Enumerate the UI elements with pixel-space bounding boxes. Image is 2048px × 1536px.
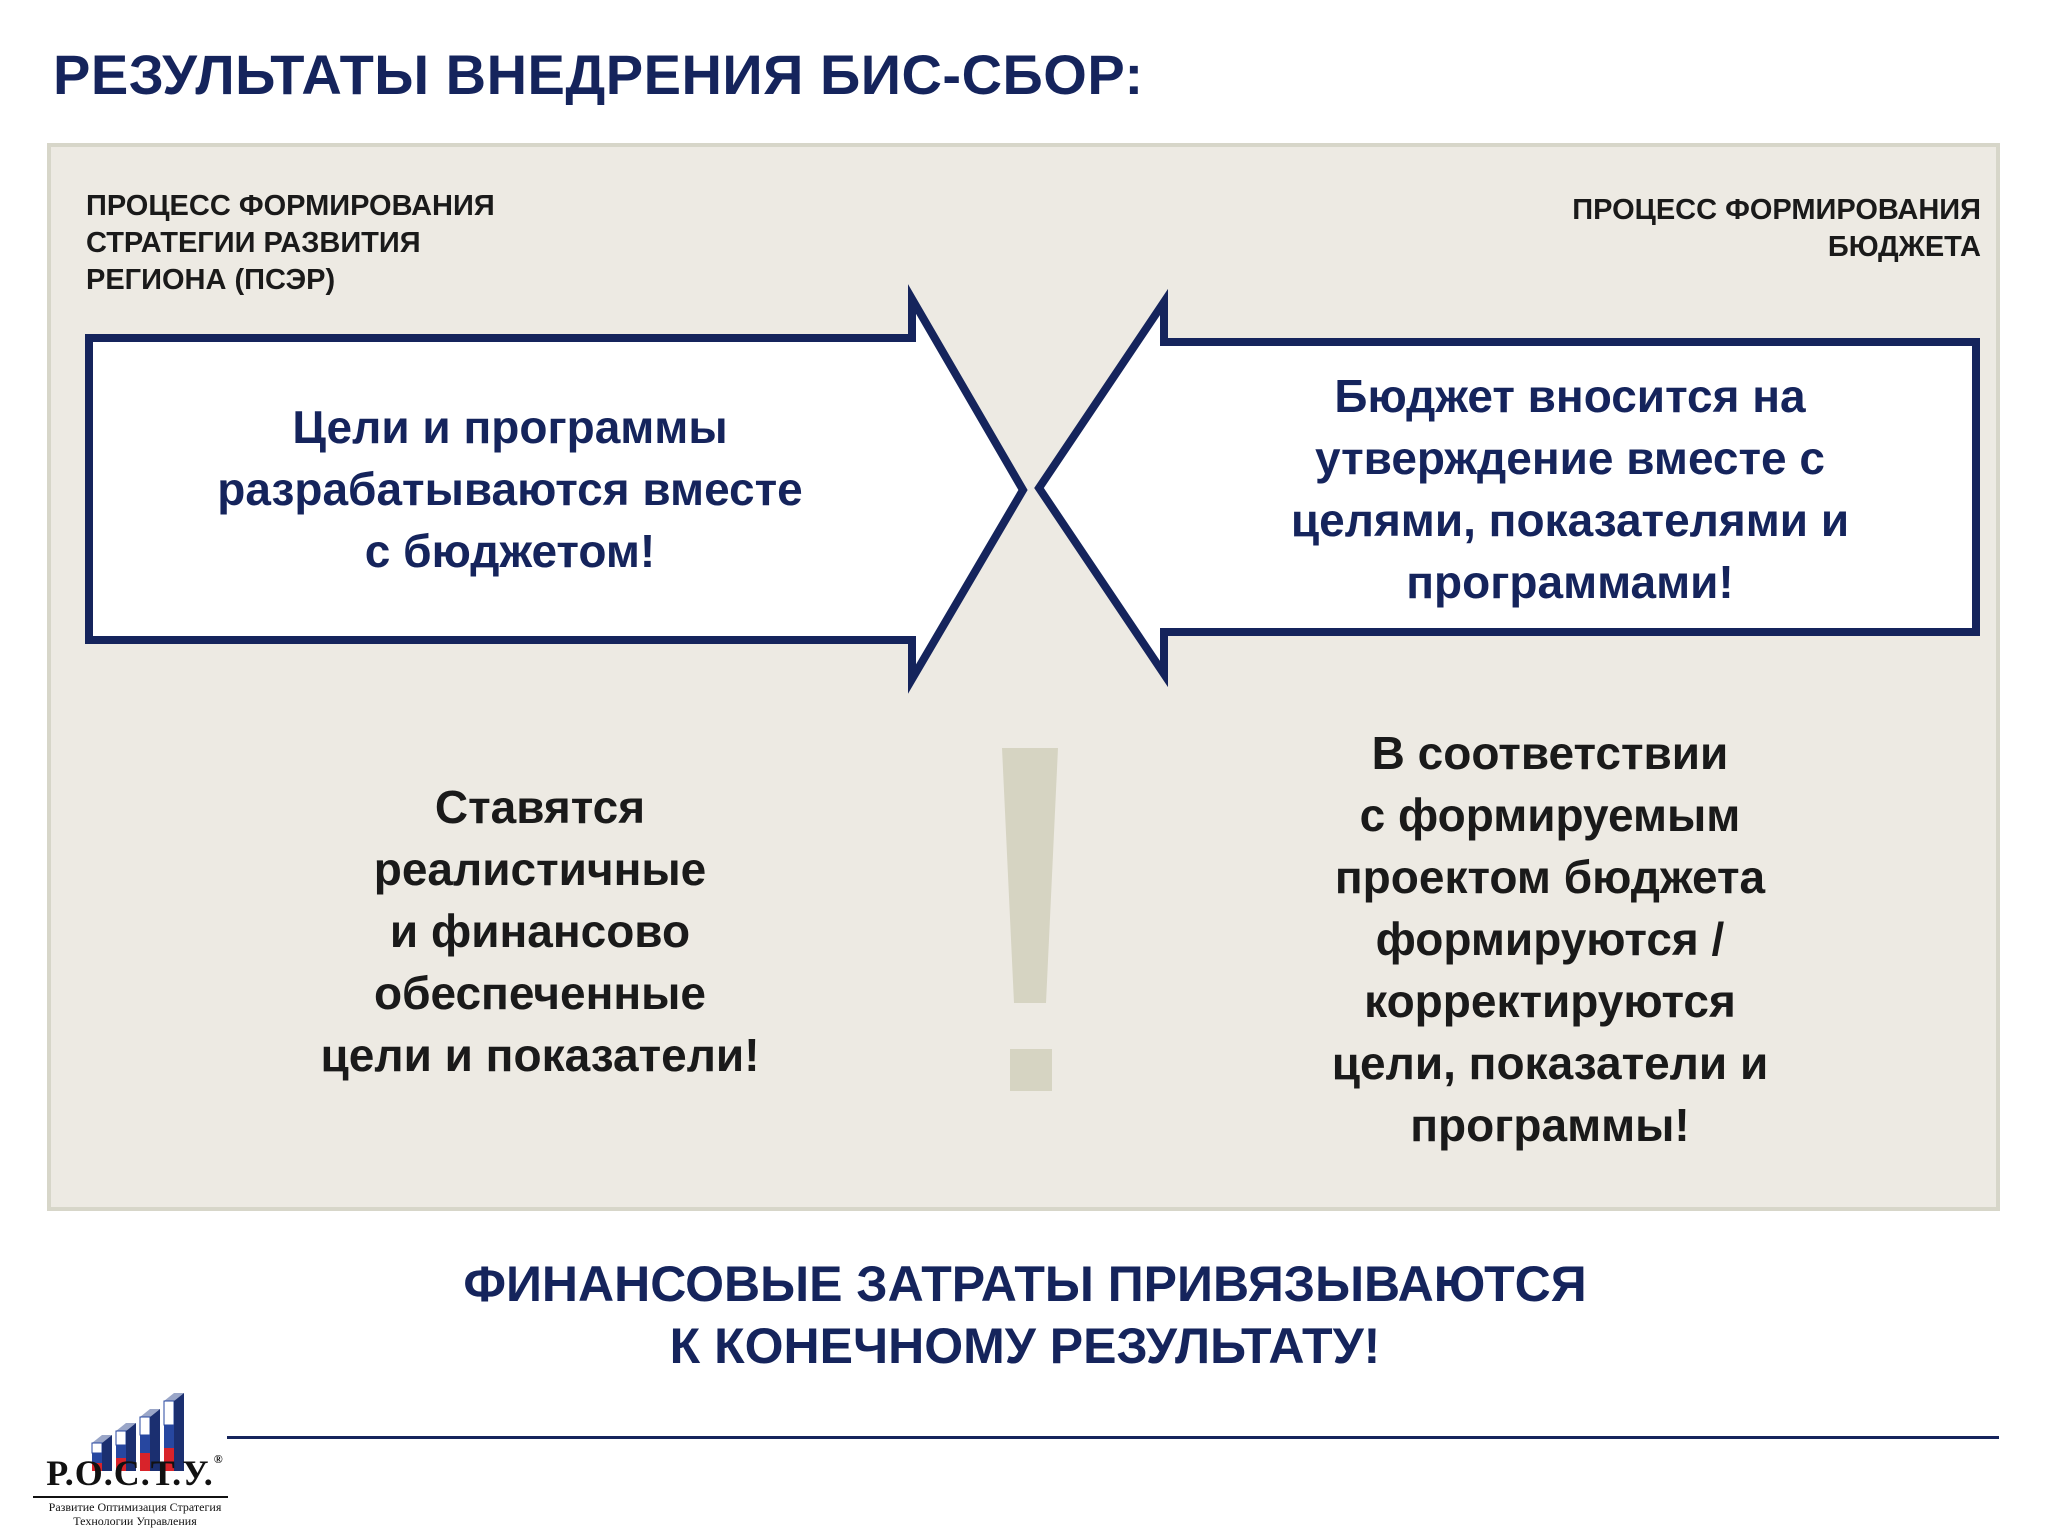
exclamation-icon	[990, 740, 1090, 1100]
logo-divider	[33, 1496, 228, 1498]
logo-wordmark	[30, 1452, 240, 1494]
budget-process-label: ПРОЦЕСС ФОРМИРОВАНИЯ БЮДЖЕТА	[1572, 194, 1981, 263]
strategy-process-label: ПРОЦЕСС ФОРМИРОВАНИЯ СТРАТЕГИИ РАЗВИТИЯ РЕГИОНА (ПСЭР)	[86, 190, 495, 296]
logo-tagline: Развитие Оптимизация Стратегия Технологии Управления	[48, 1500, 222, 1528]
logo-name-text: Р.О.С.Т.У.	[46, 1453, 214, 1493]
left-outcome-text: Ставятся реалистичные и финансово обеспеченные цели и показатели!	[320, 781, 760, 1081]
right-outcome-text: В соответствии с формируемым проектом бюджета формируются / корректируются цели, показатели и программы!	[1331, 727, 1769, 1151]
footer-divider	[227, 1436, 1999, 1439]
page-title: РЕЗУЛЬТАТЫ ВНЕДРЕНИЯ БИС-СБОР:	[53, 43, 1144, 106]
left-arrow-text: Цели и программы разрабатываются вместе с бюджетом!	[217, 401, 803, 577]
registered-mark: ®	[213, 1452, 224, 1466]
right-arrow-text: Бюджет вносится на утверждение вместе с целями, показателями и программами!	[1290, 370, 1850, 608]
footer-statement: ФИНАНСОВЫЕ ЗАТРАТЫ ПРИВЯЗЫВАЮТСЯ К КОНЕЧНОМУ РЕЗУЛЬТАТУ!	[463, 1256, 1587, 1374]
